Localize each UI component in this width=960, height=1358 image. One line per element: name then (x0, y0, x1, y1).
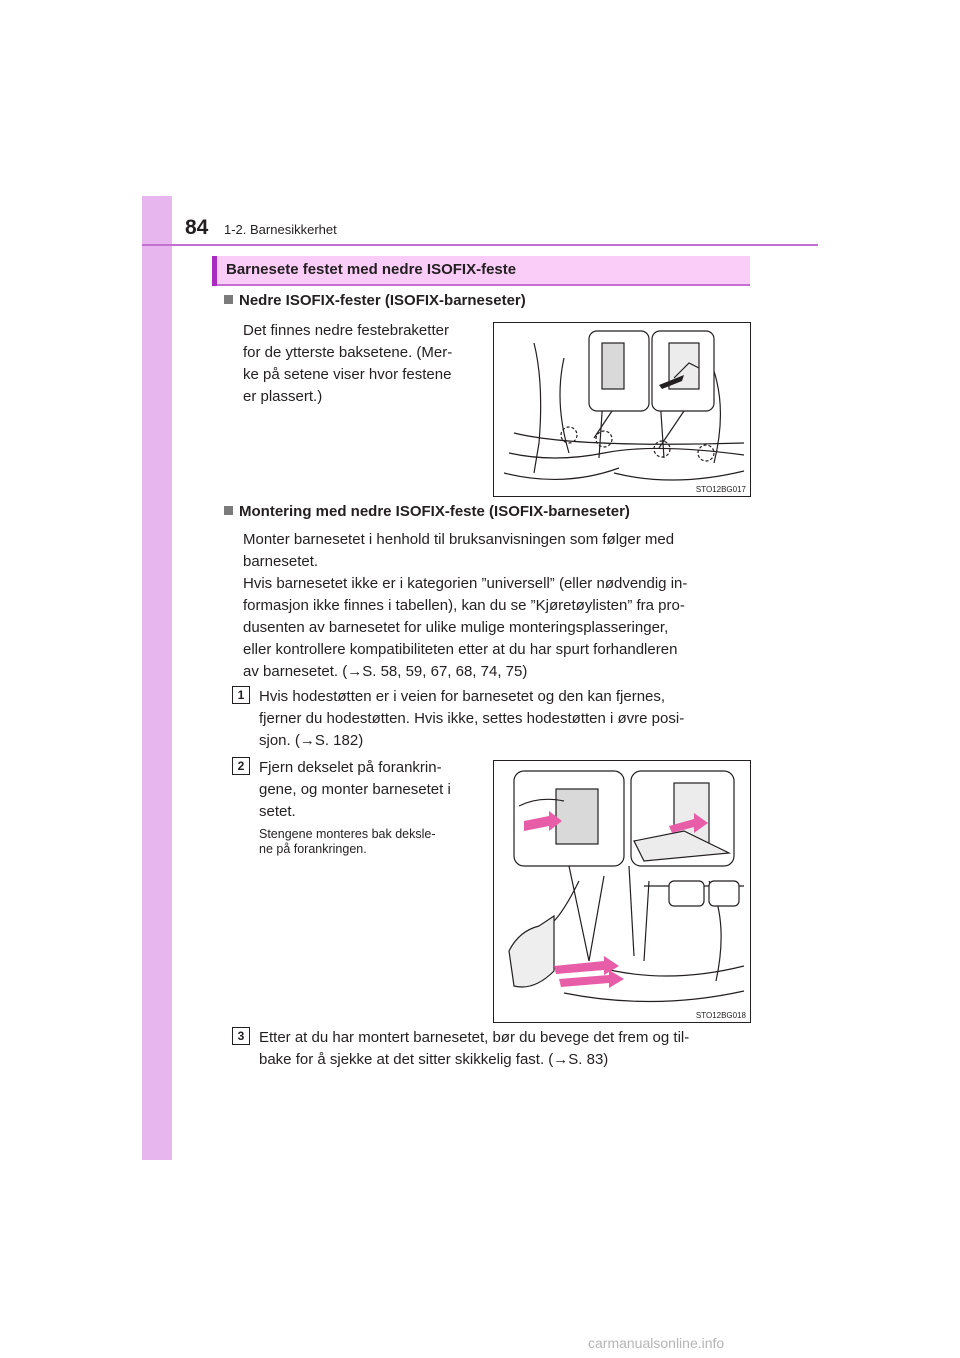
step-1-text: Hvis hodestøtten er i veien for barnesetet og den kan fjernes, fjerner du hodestøtten. Hvis ikke, settes hodestøtten i øvre posi- sjon. (→S. 182) (259, 688, 685, 749)
figure-code: STO12BG018 (695, 1011, 746, 1020)
bullet-square-icon (224, 295, 233, 304)
rear-seat-illustration (494, 323, 750, 496)
title-accent (212, 256, 217, 286)
child-seat-illustration (494, 761, 750, 1022)
figure-child-seat-install (493, 760, 751, 1023)
step-2-text: Fjern dekselet på forankrin- gene, og monter barnesetet i setet. (259, 759, 451, 820)
title-bar (212, 256, 750, 286)
side-band (142, 196, 172, 1160)
section-label: 1-2. Barnesikkerhet (224, 222, 337, 237)
bullet-square-icon (224, 506, 233, 515)
figure-code: STO12BG017 (695, 485, 746, 494)
section1-heading: Nedre ISOFIX-fester (ISOFIX-barneseter) (224, 292, 526, 309)
step-1-badge: 1 (232, 686, 250, 704)
watermark: carmanualsonline.info (588, 1335, 725, 1351)
header-rule (142, 244, 818, 246)
step-2-badge: 2 (232, 757, 250, 775)
step-3-text: Etter at du har montert barnesetet, bør du bevege det frem og til- bake for å sjekke at det sitter skikkelig fast. (→S. 83) (259, 1029, 690, 1068)
page-number: 84 (185, 216, 209, 239)
step-2-note: Stengene monteres bak deksle- ne på forankringen. (259, 827, 436, 856)
step-3-badge: 3 (232, 1027, 250, 1045)
figure-isofix-anchors (493, 322, 751, 497)
section1-paragraph: Det finnes nedre festebraketter for de ytterste baksetene. (Mer- ke på setene viser hvor festene er plassert.) (243, 322, 453, 405)
title-text: Barnesete festet med nedre ISOFIX-feste (226, 261, 517, 278)
section2-paragraph: Monter barnesetet i henhold til bruksanvisningen som følger med barnesetet. Hvis barnesetet ikke er i kategorien ”universell” (eller nødvendig in- formasjon ikke finnes i tabellen), kan du se ”Kjøretøylisten” fra pro- dusenten av barnesetet for ulike mulige monteringsplasseringer, eller kontrollere kompatibiliteten etter at du har spurt forhandleren av barnesetet. (→S. 58, 59, 67, 68, 74, 75) (243, 531, 688, 680)
section2-heading: Montering med nedre ISOFIX-feste (ISOFIX-barneseter) (224, 503, 630, 520)
